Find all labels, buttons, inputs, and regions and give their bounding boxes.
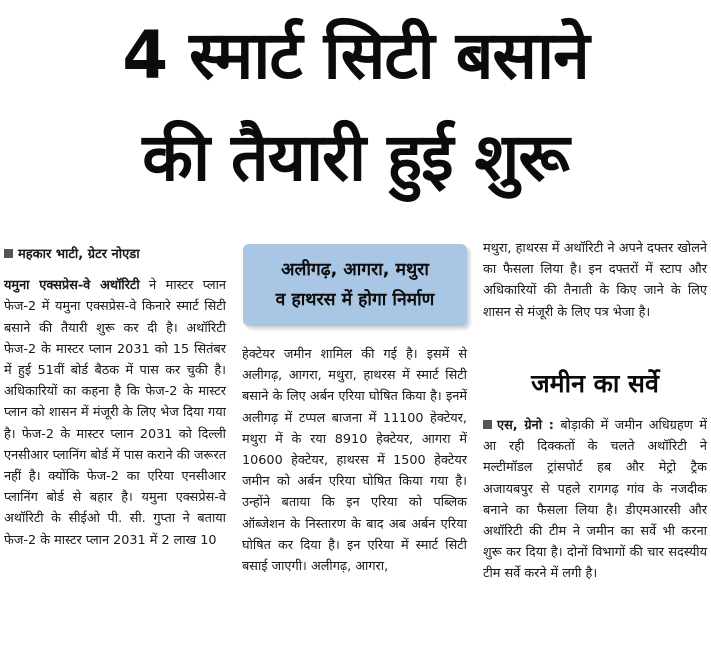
subhead: जमीन का सर्वे (531, 369, 659, 398)
byline-text: महकार भाटी, ग्रेटर नोएडा (18, 247, 140, 262)
article-column-3-section-2 (483, 415, 707, 585)
byline (4, 244, 226, 265)
column-3b-lead: एस, ग्रेनो : (497, 418, 554, 433)
square-bullet-icon (483, 420, 492, 429)
pullquote-box (243, 244, 467, 326)
column-1-text: ने मास्टर प्लान फेज-2 में यमुना एक्सप्रेस-वे किनारे स्मार्ट सिटी बसाने की तैयारी शुरू कर दी है। अथॉरिटी फेज-2 के मास्टर प्लान 2031 को 15 सितंबर में हुई 51वीं बोर्ड बैठक में पास कर चुकी है। अधिकारियों का कहना है कि फेज-2 के मास्टर प्लान को शासन में मंजूरी के लिए भेज दिया गया है। फेज-2 के मास्टर प्लान 2031 को दिल्ली एनसीआर प्लानिंग बोर्ड में पास कराने की जरूरत नहीं है। क्योंकि फेज-2 का एरिया एनसीआर प्लानिंग बोर्ड से बहार है। यमुना एक्सप्रेस-वे अथॉरिटी के सीईओ पी. सी. गुप्ता ने बताया फेज-2 के मास्टर प्लान 2031 में 2 लाख 10 (4, 278, 226, 548)
column-3b-paragraph (483, 415, 707, 585)
column-2-text: हेक्टेयर जमीन शामिल की गई है। इसमें से अलीगढ़, आगरा, मथुरा, हाथरस में स्मार्ट सिटी बसाने के लिए अर्बन एरिया घोषित किया है। इनमें अलीगढ़ में टप्पल बाजना में 11100 हेक्टेयर, मथुरा में के रया 8910 हेक्टेयर, आगरा में 10600 हेक्टेयर, हाथरस में 1500 हेक्टेयर जमीन को अर्बन एरिया घोषित किया गया है। उन्होंने बताया कि इन एरिया को पब्लिक ऑब्जेशन के निस्तारण के बाद अब अर्बन एरिया घोषित कर दिया है। इन एरिया में स्मार्ट सिटी बसाई जाएगी। अलीगढ़, आगरा, (242, 347, 467, 575)
article-column-2 (242, 344, 467, 577)
square-bullet-icon (4, 249, 13, 258)
headline-line-1: 4 स्मार्ट सिटी बसाने (122, 17, 589, 94)
column-3-text: मथुरा, हाथरस में अथॉरिटी ने अपने दफ्तर खोलने का फैसला लिया है। इन दफ्तरों में स्टाप और अधिकारियों की तैनाती के किए जाने के लिए शासन से मंजूरी के लिए पत्र भेजा है। (483, 241, 707, 320)
pullquote-line-1: अलीगढ़, आगरा, मथुरा (281, 260, 429, 280)
article-column-3 (483, 238, 707, 323)
column-3b-text: बोड़ाकी में जमीन अधिग्रहण में आ रही दिक्कतों के चलते अथॉरिटी ने मल्टीमॉडल ट्रांसपोर्ट हब और मेट्रो ट्रैक अजायबपुर से पहले रागगढ़ गांव के नजदीक बनाने का फैसला लिया है। डीएमआरसी और अथॉरिटी की टीम ने जमीन का सर्वे भी करना शुरू कर दिया है। दोनों विभागों की चार सदस्यीय टीम सर्वे करने में लगी है। (483, 418, 707, 582)
article-column-1 (4, 244, 226, 551)
column-1-paragraph (4, 275, 226, 551)
headline-line-2: की तैयारी हुई शुरू (142, 119, 569, 196)
pullquote-line-2: व हाथरस में होगा निर्माण (275, 290, 435, 310)
column-1-lead: यमुना एक्सप्रेस-वे अथॉरिटी (4, 278, 140, 294)
